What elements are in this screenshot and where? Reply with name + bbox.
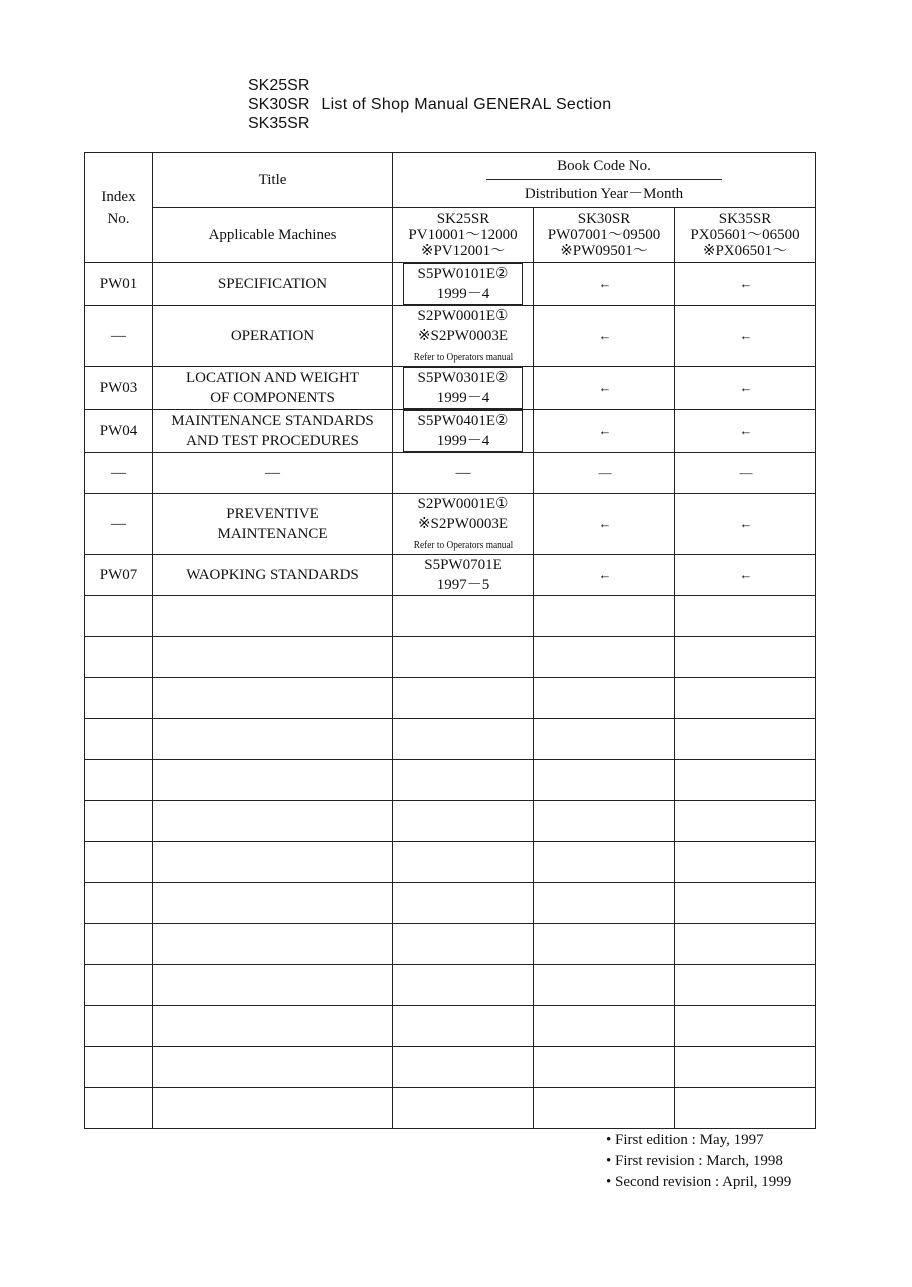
empty-cell xyxy=(393,678,534,719)
empty-cell xyxy=(393,924,534,965)
sk30sr-cell xyxy=(534,263,675,306)
empty-cell xyxy=(393,1006,534,1047)
title-cell xyxy=(153,306,393,367)
book-code-block xyxy=(403,263,523,305)
empty-cell xyxy=(153,637,393,678)
note-second-revision: • Second revision : April, 1999 xyxy=(606,1172,791,1193)
same-as-left-arrow-icon: ← xyxy=(598,276,610,291)
title-cell xyxy=(153,367,393,410)
title-line: OPERATION xyxy=(230,328,315,344)
machine-model: SK35SR xyxy=(718,211,772,227)
machine-model: SK30SR xyxy=(577,211,631,227)
machine-note: ※PX06501～ xyxy=(702,243,788,259)
book-code-cell xyxy=(393,453,534,494)
refer-text: Refer to Operators manual xyxy=(413,351,513,363)
empty-cell xyxy=(675,883,816,924)
table-row xyxy=(85,306,816,367)
same-as-left-arrow-icon: ← xyxy=(739,567,751,582)
empty-cell xyxy=(675,596,816,637)
empty-cell xyxy=(534,842,675,883)
sk35sr-cell xyxy=(675,306,816,367)
empty-cell xyxy=(534,1047,675,1088)
empty-cell xyxy=(85,1006,153,1047)
same-as-left-arrow-icon: ← xyxy=(598,567,610,582)
empty-cell xyxy=(393,1047,534,1088)
empty-table-row xyxy=(85,760,816,801)
empty-table-row xyxy=(85,678,816,719)
title-cell xyxy=(153,453,393,494)
machine-range: PW07001～09500 xyxy=(547,227,661,243)
dash: — xyxy=(598,465,610,480)
book-code-secondary: ※S2PW0003E xyxy=(417,516,509,532)
empty-cell xyxy=(534,883,675,924)
same-as-left-arrow-icon: ← xyxy=(598,380,610,395)
index-cell: PW07 xyxy=(85,555,153,596)
empty-cell xyxy=(393,719,534,760)
empty-cell xyxy=(393,637,534,678)
sk30sr-cell xyxy=(534,306,675,367)
index-cell: PW03 xyxy=(85,367,153,410)
header-row-1 xyxy=(85,153,816,208)
index-header-label: Index No. xyxy=(101,188,136,227)
empty-cell xyxy=(534,1006,675,1047)
empty-cell xyxy=(534,760,675,801)
machine-sk25sr xyxy=(393,208,534,263)
empty-cell xyxy=(85,924,153,965)
index-header xyxy=(85,153,153,263)
title-line: AND TEST PROCEDURES xyxy=(186,433,359,449)
empty-cell xyxy=(393,965,534,1006)
sk35sr-cell xyxy=(675,263,816,306)
empty-cell xyxy=(393,760,534,801)
empty-cell xyxy=(675,1006,816,1047)
book-code-cell xyxy=(393,306,534,367)
header-row-2 xyxy=(85,208,816,263)
same-as-left-arrow-icon: ← xyxy=(598,328,610,343)
book-code: S2PW0001E① xyxy=(417,496,509,512)
empty-cell xyxy=(393,801,534,842)
empty-cell xyxy=(153,1006,393,1047)
empty-cell xyxy=(675,1088,816,1129)
empty-cell xyxy=(85,760,153,801)
empty-table-row xyxy=(85,883,816,924)
book-code-cell xyxy=(393,367,534,410)
book-code: — xyxy=(455,465,471,481)
book-code: S5PW0101E② xyxy=(417,266,509,282)
empty-cell xyxy=(534,678,675,719)
book-code-secondary: 1997－5 xyxy=(436,577,490,593)
sk35sr-cell xyxy=(675,410,816,453)
empty-cell xyxy=(534,1088,675,1129)
empty-cell xyxy=(675,760,816,801)
refer-note xyxy=(393,534,533,554)
same-as-left-arrow-icon: ← xyxy=(739,516,751,531)
title-cell xyxy=(153,410,393,453)
empty-cell xyxy=(675,637,816,678)
book-code-cell xyxy=(393,494,534,555)
sk35sr-cell xyxy=(675,494,816,555)
document-title: List of Shop Manual GENERAL Section xyxy=(321,96,612,113)
empty-cell xyxy=(153,1047,393,1088)
empty-cell xyxy=(675,924,816,965)
title-line: PREVENTIVE xyxy=(226,506,319,522)
same-as-left-arrow-icon: ← xyxy=(739,380,751,395)
book-code-block xyxy=(393,306,533,366)
book-code: S5PW0301E② xyxy=(417,370,509,386)
empty-cell xyxy=(675,719,816,760)
empty-table-row xyxy=(85,801,816,842)
index-cell: PW01 xyxy=(85,263,153,306)
empty-cell xyxy=(153,1088,393,1129)
book-code-cell xyxy=(393,410,534,453)
empty-cell xyxy=(153,924,393,965)
empty-cell xyxy=(393,883,534,924)
index-cell: — xyxy=(85,306,153,367)
empty-cell xyxy=(675,842,816,883)
index-cell: — xyxy=(85,453,153,494)
machine-range: PX05601～06500 xyxy=(690,227,800,243)
empty-cell xyxy=(85,801,153,842)
sk35sr-cell xyxy=(675,555,816,596)
empty-cell xyxy=(393,1088,534,1129)
empty-table-row xyxy=(85,1006,816,1047)
empty-cell xyxy=(675,965,816,1006)
model-sk25sr: SK25SR xyxy=(248,77,310,94)
title-line: — xyxy=(265,465,280,481)
book-code-cell xyxy=(393,555,534,596)
book-code-block xyxy=(393,463,533,483)
book-code-secondary: 1999－4 xyxy=(436,390,490,406)
machine-note: ※PV12001～ xyxy=(420,243,506,259)
sk30sr-cell xyxy=(534,453,675,494)
empty-cell xyxy=(393,842,534,883)
title-cell xyxy=(153,263,393,306)
title-line: WAOPKING STANDARDS xyxy=(186,567,359,583)
sk30sr-cell xyxy=(534,494,675,555)
book-code-block xyxy=(393,494,533,554)
sk30sr-cell xyxy=(534,367,675,410)
empty-cell xyxy=(534,719,675,760)
sk30sr-cell xyxy=(534,410,675,453)
same-as-left-arrow-icon: ← xyxy=(739,423,751,438)
empty-table-row xyxy=(85,842,816,883)
table-row xyxy=(85,410,816,453)
book-code: S5PW0701E xyxy=(424,557,502,573)
empty-table-row xyxy=(85,1088,816,1129)
empty-cell xyxy=(85,596,153,637)
empty-cell xyxy=(85,719,153,760)
document-header xyxy=(248,76,611,133)
book-code-cell xyxy=(393,263,534,306)
empty-cell xyxy=(153,678,393,719)
machine-sk30sr xyxy=(534,208,675,263)
refer-text: Refer to Operators manual xyxy=(413,539,513,551)
empty-cell xyxy=(534,596,675,637)
sk30sr-cell xyxy=(534,555,675,596)
shop-manual-table xyxy=(84,152,816,1129)
machine-note: ※PW09501～ xyxy=(560,243,648,259)
table-row xyxy=(85,263,816,306)
same-as-left-arrow-icon: ← xyxy=(739,276,751,291)
empty-table-row xyxy=(85,637,816,678)
book-code-label: Book Code No. xyxy=(486,156,722,180)
applicable-machines-header: Applicable Machines xyxy=(153,208,393,263)
book-code-secondary: 1999－4 xyxy=(436,286,490,302)
title-line: LOCATION AND WEIGHT xyxy=(185,370,360,386)
empty-cell xyxy=(153,965,393,1006)
index-cell: — xyxy=(85,494,153,555)
book-code-block xyxy=(393,555,533,595)
title-line: MAINTENANCE STANDARDS xyxy=(171,413,374,429)
book-code-secondary: 1999－4 xyxy=(436,433,490,449)
empty-cell xyxy=(153,760,393,801)
title-header: Title xyxy=(153,153,393,208)
empty-cell xyxy=(85,1088,153,1129)
book-code: S2PW0001E① xyxy=(417,308,509,324)
empty-cell xyxy=(153,842,393,883)
empty-cell xyxy=(153,596,393,637)
table-row xyxy=(85,494,816,555)
header-line-2 xyxy=(248,95,611,114)
empty-cell xyxy=(393,596,534,637)
index-cell: PW04 xyxy=(85,410,153,453)
empty-table-row xyxy=(85,965,816,1006)
same-as-left-arrow-icon: ← xyxy=(598,516,610,531)
header-line-1 xyxy=(248,76,611,95)
empty-cell xyxy=(85,842,153,883)
empty-table-row xyxy=(85,1047,816,1088)
book-code: S5PW0401E② xyxy=(417,413,509,429)
machine-model: SK25SR xyxy=(436,211,490,227)
empty-table-row xyxy=(85,719,816,760)
empty-cell xyxy=(85,637,153,678)
book-code-block xyxy=(403,410,523,452)
title-cell xyxy=(153,555,393,596)
refer-note xyxy=(393,346,533,366)
sk35sr-cell xyxy=(675,367,816,410)
header-line-3 xyxy=(248,114,611,133)
same-as-left-arrow-icon: ← xyxy=(739,328,751,343)
distribution-label: Distribution Year－Month xyxy=(524,186,684,202)
empty-cell xyxy=(675,1047,816,1088)
empty-table-row xyxy=(85,596,816,637)
sk35sr-cell xyxy=(675,453,816,494)
empty-cell xyxy=(534,924,675,965)
empty-cell xyxy=(85,965,153,1006)
empty-cell xyxy=(85,883,153,924)
book-code-block xyxy=(403,367,523,409)
empty-cell xyxy=(534,637,675,678)
note-first-revision: • First revision : March, 1998 xyxy=(606,1151,791,1172)
empty-cell xyxy=(153,719,393,760)
title-line: SPECIFICATION xyxy=(217,276,328,292)
empty-cell xyxy=(153,883,393,924)
machine-sk35sr xyxy=(675,208,816,263)
empty-cell xyxy=(85,678,153,719)
table-row xyxy=(85,555,816,596)
title-cell xyxy=(153,494,393,555)
empty-cell xyxy=(675,801,816,842)
book-code-secondary: ※S2PW0003E xyxy=(417,328,509,344)
table-row xyxy=(85,367,816,410)
empty-cell xyxy=(534,965,675,1006)
model-sk30sr: SK30SR xyxy=(248,96,310,113)
empty-cell xyxy=(153,801,393,842)
model-sk35sr: SK35SR xyxy=(248,115,310,132)
empty-table-row xyxy=(85,924,816,965)
empty-cell xyxy=(534,801,675,842)
empty-cell xyxy=(85,1047,153,1088)
note-first-edition: • First edition : May, 1997 xyxy=(606,1130,791,1151)
title-line: MAINTENANCE xyxy=(217,526,328,542)
revision-notes xyxy=(606,1130,791,1193)
table-row xyxy=(85,453,816,494)
same-as-left-arrow-icon: ← xyxy=(598,423,610,438)
dash: — xyxy=(739,465,751,480)
machine-range: PV10001～12000 xyxy=(408,227,518,243)
empty-cell xyxy=(675,678,816,719)
title-line: OF COMPONENTS xyxy=(210,390,335,406)
book-code-header xyxy=(393,153,816,208)
